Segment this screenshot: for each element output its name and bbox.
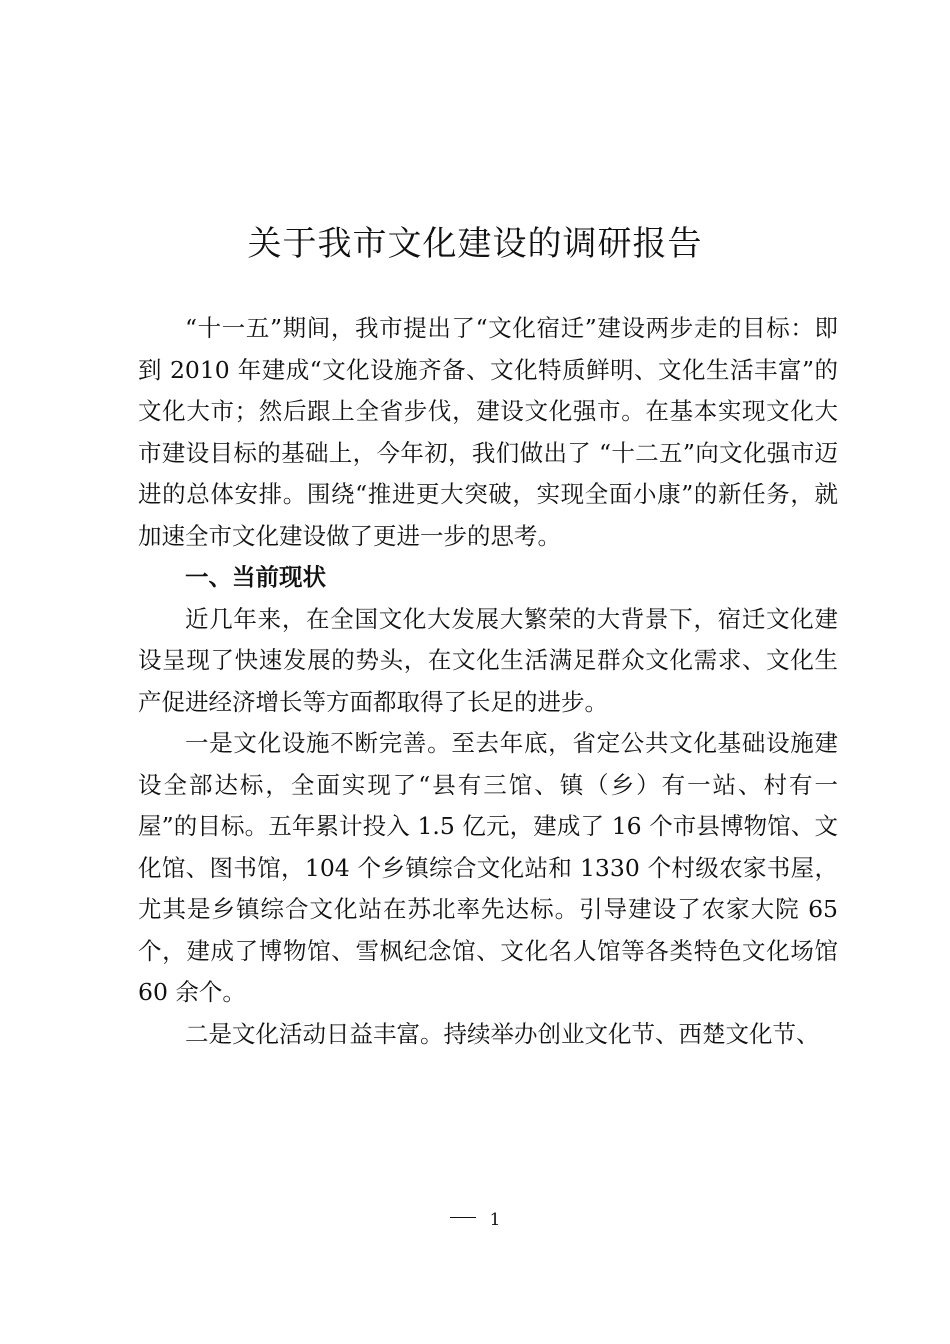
page-number: 1: [489, 1210, 501, 1230]
section-paragraph: 一是文化设施不断完善。至去年底，省定公共文化基础设施建设全部达标，全面实现了“县有三馆、镇（乡）有一站、村有一屋”的目标。五年累计投入 1.5 亿元，建成了 16 个市县博物馆、文化馆、图书馆，104 个乡镇综合文化站和 1330 个村级农家书屋， 尤其是乡镇综合文化站在苏北率先达标。引导建设了农家大院 65 个，建成了博物馆、雪枫纪念馆、文化名人馆等各类特色文化场馆 60 余个。: [138, 729, 838, 1006]
footer-dash: [450, 1217, 476, 1218]
page-footer: [0, 1206, 950, 1234]
section-paragraph: 二是文化活动日益丰富。持续举办创业文化节、西楚文化节、: [185, 1019, 820, 1048]
section-paragraph: 近几年来，在全国文化大发展大繁荣的大背景下，宿迁文化建设呈现了快速发展的势头，在文化生活满足群众文化需求、文化生产促进经济增长等方面都取得了长足的进步。: [138, 604, 838, 716]
intro-paragraph: “十一五”期间，我市提出了“文化宿迁”建设两步走的目标：即到 2010 年建成“文化设施齐备、文化特质鲜明、文化生活丰富”的文化大市；然后跟上全省步伐，建设文化强市。在基本实现文化大市建设目标的基础上，今年初，我们做出了 “十二五”向文化强市迈进的总体安排。围绕“推进更大突破，实现全面小康”的新任务，就加速全市文化建设做了更进一步的思考。: [138, 314, 838, 550]
section-heading-current-status: 一、当前现状: [185, 563, 326, 591]
document-body: [138, 308, 838, 1055]
document-title: 关于我市文化建设的调研报告: [247, 224, 703, 264]
